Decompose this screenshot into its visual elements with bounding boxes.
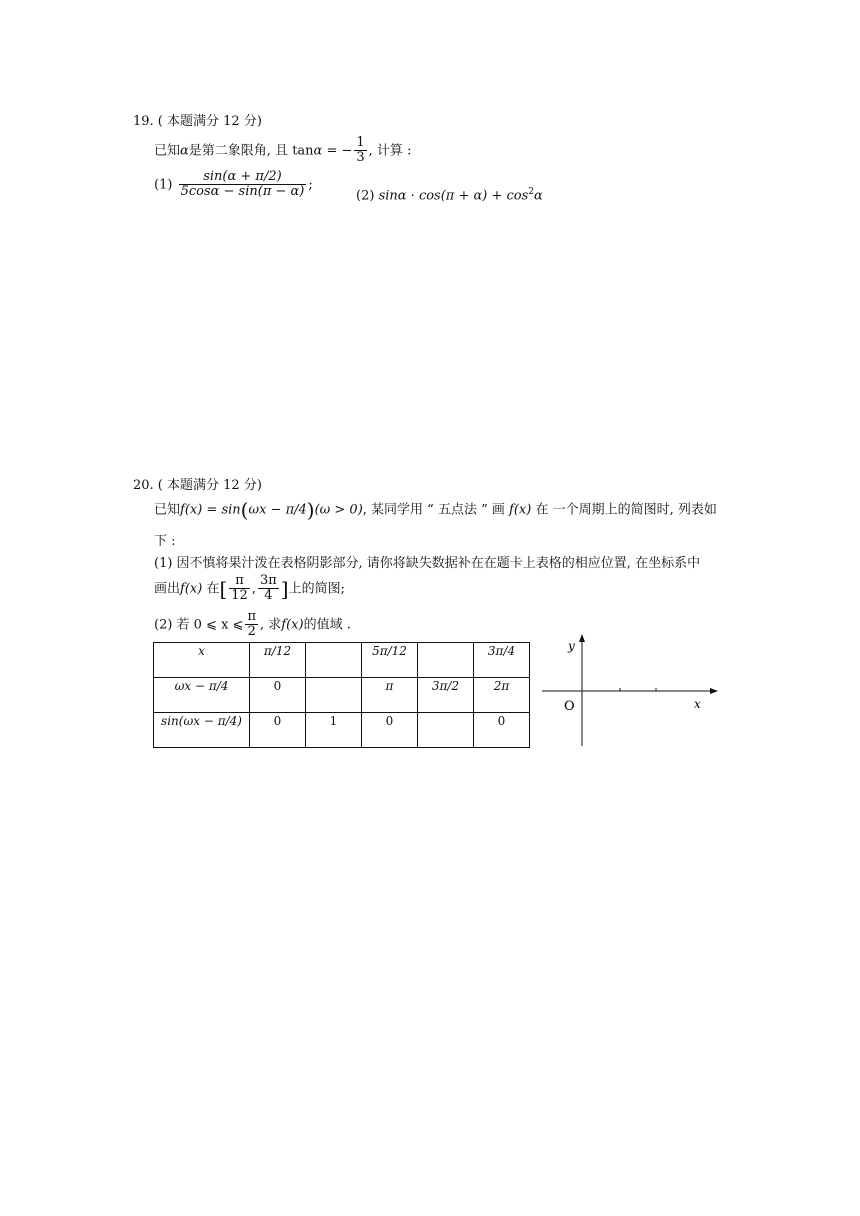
q19-intro-var: α bbox=[180, 143, 189, 159]
x-axis-label: x bbox=[694, 697, 701, 711]
coordinate-axes bbox=[540, 632, 720, 752]
table-cell: π bbox=[362, 678, 418, 713]
table-cell: 0 bbox=[362, 713, 418, 748]
q19-part1-den: 5cosα − sin(π − α) bbox=[180, 184, 305, 200]
table-cell: 3π/4 bbox=[474, 643, 530, 678]
q20-intro-fx: f(x) = sin bbox=[180, 502, 241, 518]
q20-p2-frac bbox=[245, 610, 258, 640]
q19-intro-c: α = − bbox=[313, 143, 353, 159]
q20-p2-fx: f(x) bbox=[281, 617, 304, 633]
q20-int-b-num: 3π bbox=[259, 573, 277, 588]
q20-p1-b: 在 bbox=[206, 581, 220, 597]
q20-intro-arg: ωx − π/4 bbox=[248, 502, 307, 518]
q19-part1-label: (1) bbox=[154, 177, 173, 193]
q19-part1-num: sin(α + π/2) bbox=[179, 170, 307, 185]
q20-part2 bbox=[154, 610, 351, 640]
q19-part1-fraction bbox=[179, 170, 307, 200]
table-cell bbox=[418, 643, 474, 678]
q20-p2-c: 的值域 . bbox=[303, 617, 351, 633]
five-point-table bbox=[153, 642, 530, 748]
q20-int-a-den: 12 bbox=[231, 588, 248, 604]
q20-int-a bbox=[229, 574, 250, 604]
q20-part1-line1: (1) 因不慎将果汁泼在表格阴影部分, 请你将缺失数据补在在题卡上表格的相应位置, 在坐标系中 bbox=[154, 556, 701, 571]
q19-intro-d: , 计算 : bbox=[368, 143, 412, 159]
q20-int-b-den: 4 bbox=[264, 588, 273, 604]
q19-part2-expr: sinα · cos(π + α) + cos bbox=[378, 188, 529, 204]
table-cell: 1 bbox=[306, 713, 362, 748]
table-row bbox=[154, 643, 530, 678]
q20-header: 20. ( 本题满分 12 分) bbox=[133, 478, 262, 493]
origin-label: O bbox=[564, 699, 575, 714]
q19-part2-tail: α bbox=[534, 188, 543, 204]
q19-intro-b: 是第二象限角, 且 tan bbox=[188, 143, 314, 159]
q20-int-b bbox=[258, 574, 279, 604]
table-cell: 3π/2 bbox=[418, 678, 474, 713]
table-cell: 0 bbox=[250, 678, 306, 713]
table-cell: sin(ωx − π/4) bbox=[154, 713, 250, 748]
q19-part2 bbox=[356, 187, 543, 203]
q19-frac-den: 3 bbox=[356, 150, 365, 166]
q19-frac-num: 1 bbox=[356, 135, 365, 150]
q19-part2-label: (2) bbox=[356, 188, 375, 204]
q19-part1-end: ; bbox=[308, 177, 313, 193]
q20-intro-a: 已知 bbox=[154, 502, 181, 518]
q20-int-a-num: π bbox=[229, 574, 250, 589]
table-cell: 5π/12 bbox=[362, 643, 418, 678]
table-cell: 2π bbox=[474, 678, 530, 713]
q19-intro-a: 已知 bbox=[154, 143, 181, 159]
table-cell: 0 bbox=[474, 713, 530, 748]
y-axis-arrow bbox=[579, 634, 585, 642]
table-cell: ωx − π/4 bbox=[154, 678, 250, 713]
table-cell: x bbox=[154, 643, 250, 678]
table-cell bbox=[306, 678, 362, 713]
table-cell bbox=[306, 643, 362, 678]
q20-p1-fx: f(x) bbox=[180, 581, 203, 597]
q20-p2-num: π bbox=[247, 609, 257, 624]
q20-intro: 已知f(x) = sin(ωx − π/4)(ω > 0), 某同学用 “ 五点法 ” 画 f(x) 在 一个周期上的简图时, 列表如 bbox=[154, 498, 717, 522]
q19-fraction bbox=[354, 136, 366, 166]
q19-part2-sup: 2 bbox=[528, 187, 535, 197]
q20-p1-c: 上的简图; bbox=[288, 581, 345, 597]
table-row bbox=[154, 678, 530, 713]
q20-part1-line2: 画出f(x) 在[ $\frac{\pi}{12}$ , $\frac{3\pi}{4}$ ]上的简图; bbox=[154, 573, 345, 604]
q20-p2-b: , 求 bbox=[260, 617, 282, 633]
table-cell bbox=[418, 713, 474, 748]
q20-intro-fx2: f(x) bbox=[509, 502, 532, 518]
q19-header: 19. ( 本题满分 12 分) bbox=[133, 114, 262, 129]
q20-p1-a: 画出 bbox=[154, 581, 181, 597]
q20-p2-a: (2) 若 0 ⩽ x ⩽ bbox=[154, 617, 244, 633]
table-cell: 0 bbox=[250, 713, 306, 748]
q20-intro-cond: (ω > 0) bbox=[314, 502, 363, 518]
q19-intro bbox=[154, 136, 411, 166]
q20-intro-c: 在 一个周期上的简图时, 列表如 bbox=[535, 502, 717, 518]
q20-p2-den: 2 bbox=[247, 624, 256, 640]
q20-intro-wrap: 下 : bbox=[154, 534, 176, 549]
q20-intro-b: , 某同学用 “ 五点法 ” 画 bbox=[362, 502, 505, 518]
q19-part1 bbox=[154, 170, 313, 200]
y-axis-label: y bbox=[568, 639, 575, 653]
table-row bbox=[154, 713, 530, 748]
table-cell: π/12 bbox=[250, 643, 306, 678]
x-axis-arrow bbox=[710, 688, 718, 694]
